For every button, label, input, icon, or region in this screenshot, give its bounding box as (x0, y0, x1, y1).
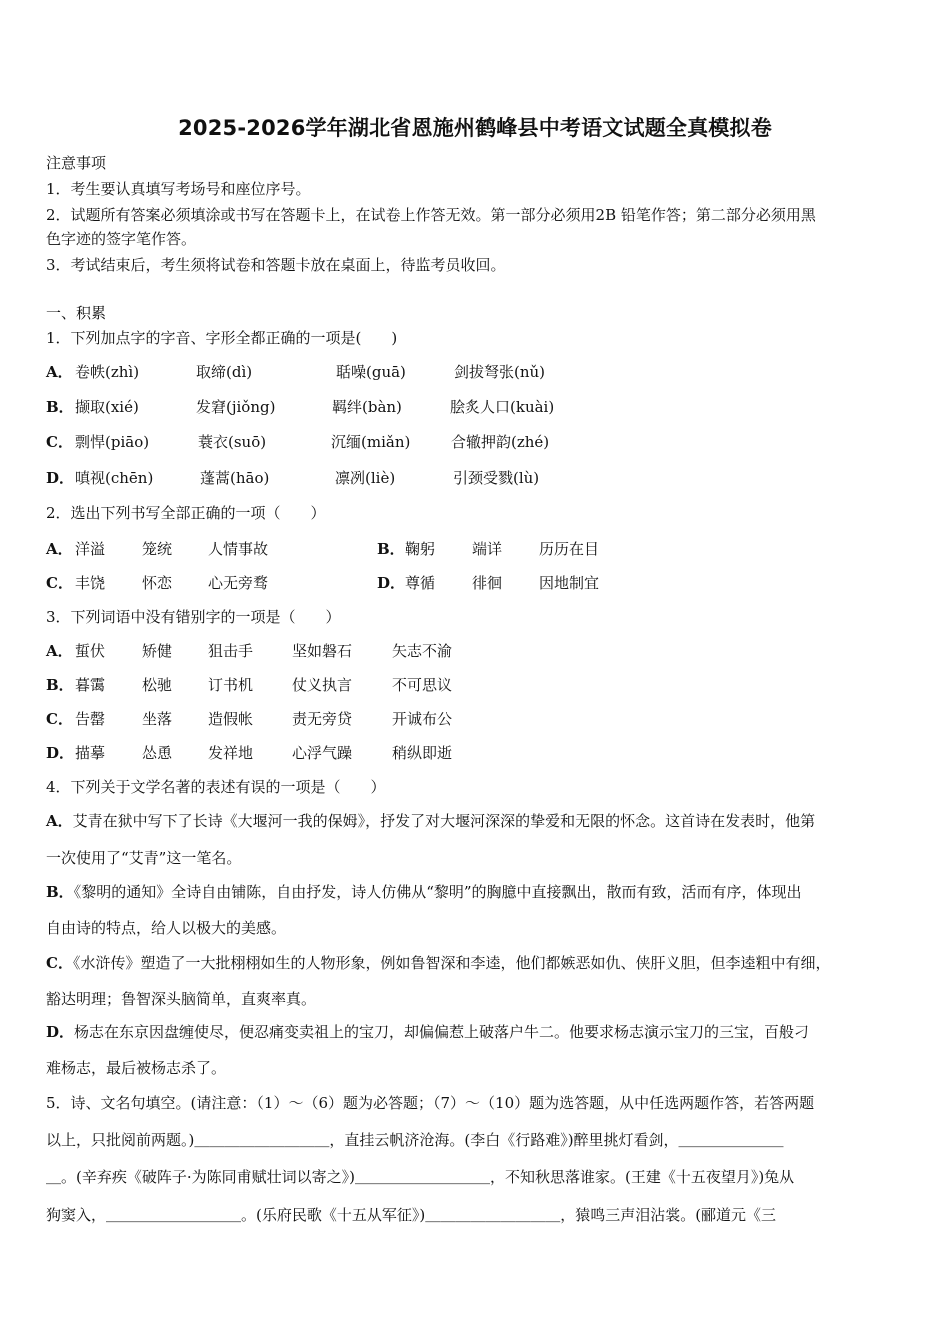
option-word: 撷取(xié) (75, 398, 139, 416)
option-label: A． (46, 812, 73, 830)
option-word: 合辙押韵(zhé) (451, 433, 550, 451)
question-text: ＿。(辛弃疾《破阵子·为陈同甫赋壮词以寄之》)＿＿＿＿＿＿＿＿＿，不知秋思落谁家。(王建《十五夜望月》)兔从 (46, 1168, 795, 1186)
section-heading: 一、积累 (46, 304, 107, 322)
notice-item: 1．考生要认真填写考场号和座位序号。 (46, 180, 311, 198)
option-word: 发祥地 (208, 744, 254, 762)
option-word: 徘徊 (472, 574, 503, 592)
option-text: 艾青在狱中写下了长诗《大堰河一我的保姆》，抒发了对大堰河深深的挚爱和无限的怀念。这首诗在发表时，他第 (72, 812, 816, 830)
option-text: 豁达明理；鲁智深头脑简单，直爽率真。 (46, 990, 317, 1008)
option-text: 《黎明的通知》全诗自由铺陈，自由抒发，诗人仿佛从“黎明”的胸臆中直接飘出，散而有致，活而有序，体现出 (73, 883, 802, 901)
option-word: 告罄 (75, 710, 106, 728)
option-word: 嗔视(chēn) (75, 469, 154, 487)
option-word: 心浮气躁 (292, 744, 353, 762)
option-word: 松驰 (142, 676, 173, 694)
option-word: 仗义执言 (292, 676, 353, 694)
question-text: 狗窦入，＿＿＿＿＿＿＿＿＿。(乐府民歌《十五从军征》)＿＿＿＿＿＿＿＿＿，猿鸣三声泪沾裳。(郦道元《三 (46, 1206, 777, 1224)
option-label: A． (46, 363, 73, 381)
option-word: 剽悍(piāo) (75, 433, 150, 451)
option-label: A． (46, 540, 73, 558)
option-word: 聒噪(guā) (336, 363, 406, 381)
option-line (46, 810, 815, 831)
notice-item: 色字迹的签字笔作答。 (46, 230, 197, 248)
option-word: 开诚布公 (392, 710, 453, 728)
page-title: 2025-2026学年湖北省恩施州鹤峰县中考语文试题全真模拟卷 (178, 116, 772, 140)
option-word: 因地制宜 (539, 574, 600, 592)
option-word: 坚如磐石 (292, 642, 353, 660)
option-word: 人情事故 (208, 540, 269, 558)
option-word: 狙击手 (208, 642, 254, 660)
option-label: D． (46, 469, 75, 487)
option-word: 坐落 (142, 710, 173, 728)
option-word: 卷帙(zhì) (75, 363, 140, 381)
option-word: 笼统 (142, 540, 173, 558)
option-line (46, 1021, 809, 1042)
option-line (46, 952, 830, 973)
option-word: 蓬蒿(hāo) (200, 469, 270, 487)
option-word: 怂恿 (142, 744, 173, 762)
option-text: 一次使用了“艾青”这一笔名。 (46, 849, 242, 867)
option-word: 订书机 (208, 676, 254, 694)
option-line (46, 988, 316, 1009)
option-word: 蓑衣(suō) (198, 433, 267, 451)
option-word: 羁绊(bàn) (332, 398, 402, 416)
option-word: 历历在目 (539, 540, 600, 558)
question-stem: 4．下列关于文学名著的表述有误的一项是（ ） (46, 778, 386, 796)
option-text: 《水浒传》塑造了一大批栩栩如生的人物形象，例如鲁智深和李逵，他们都嫉恶如仇、侠肝义胆，但李逵粗中有细， (72, 954, 831, 972)
option-label: C． (46, 710, 73, 728)
option-word: 尊循 (405, 574, 436, 592)
option-word: 端详 (472, 540, 503, 558)
option-word: 暮霭 (75, 676, 106, 694)
option-label: C． (46, 433, 73, 451)
option-word: 取缔(dì) (196, 363, 253, 381)
option-word: 矫健 (142, 642, 173, 660)
option-label: D． (46, 744, 75, 762)
option-word: 丰饶 (75, 574, 106, 592)
option-line (46, 1057, 226, 1078)
option-word: 发窘(jiǒng) (196, 398, 276, 416)
option-text: 难杨志，最后被杨志杀了。 (46, 1059, 227, 1077)
question-stem: 1．下列加点字的字音、字形全都正确的一项是( ) (46, 329, 398, 347)
option-word: 怀恋 (142, 574, 173, 592)
option-line (46, 881, 802, 902)
option-word: 沉缅(miǎn) (331, 433, 411, 451)
option-label: A． (46, 642, 73, 660)
option-label: B． (46, 676, 74, 694)
option-word: 引颈受戮(lù) (453, 469, 540, 487)
question-stem: 3．下列词语中没有错别字的一项是（ ） (46, 608, 341, 626)
option-label: C． (46, 574, 73, 592)
option-line (46, 917, 286, 938)
option-word: 不可思议 (392, 676, 453, 694)
option-text: 自由诗的特点，给人以极大的美感。 (46, 919, 287, 937)
question-stem: 5．诗、文名句填空。(请注意：（1）～（6）题为必答题；（7）～（10）题为选答题，从中任选两题作答，若答两题 (46, 1094, 815, 1112)
option-label: D． (46, 1023, 75, 1041)
option-label: D． (377, 574, 406, 592)
notice-item: 3．考试结束后，考生须将试卷和答题卡放在桌面上，待监考员收回。 (46, 256, 506, 274)
option-text: 杨志在东京因盘缠使尽，便忍痛变卖祖上的宝刀，却偏偏惹上破落户牛二。他要求杨志演示宝刀的三宝，百般刁 (74, 1023, 810, 1041)
notice-heading: 注意事项 (46, 154, 107, 172)
option-word: 剑拔弩张(nǔ) (454, 363, 546, 381)
option-word: 凛冽(liè) (335, 469, 396, 487)
option-line (46, 847, 241, 868)
option-word: 心无旁骛 (208, 574, 269, 592)
option-label: B． (46, 398, 74, 416)
option-word: 稍纵即逝 (392, 744, 453, 762)
option-word: 矢志不渝 (392, 642, 453, 660)
option-label: C． (46, 954, 73, 972)
question-stem: 2．选出下列书写全部正确的一项（ ） (46, 504, 326, 522)
option-word: 鞠躬 (405, 540, 436, 558)
option-word: 描摹 (75, 744, 106, 762)
option-word: 脍炙人口(kuài) (450, 398, 555, 416)
option-word: 蜇伏 (75, 642, 106, 660)
notice-item: 2．试题所有答案必须填涂或书写在答题卡上，在试卷上作答无效。第一部分必须用2B 铅笔作答；第二部分必须用黑 (46, 206, 816, 224)
option-word: 责无旁贷 (292, 710, 353, 728)
option-label: B． (46, 883, 74, 901)
question-text: 以上，只批阅前两题。)＿＿＿＿＿＿＿＿＿，直挂云帆济沧海。(李白《行路难》)醉里挑灯看剑，＿＿＿＿＿＿＿ (46, 1131, 784, 1149)
option-word: 造假帐 (208, 710, 254, 728)
option-word: 洋溢 (75, 540, 106, 558)
option-label: B． (377, 540, 405, 558)
